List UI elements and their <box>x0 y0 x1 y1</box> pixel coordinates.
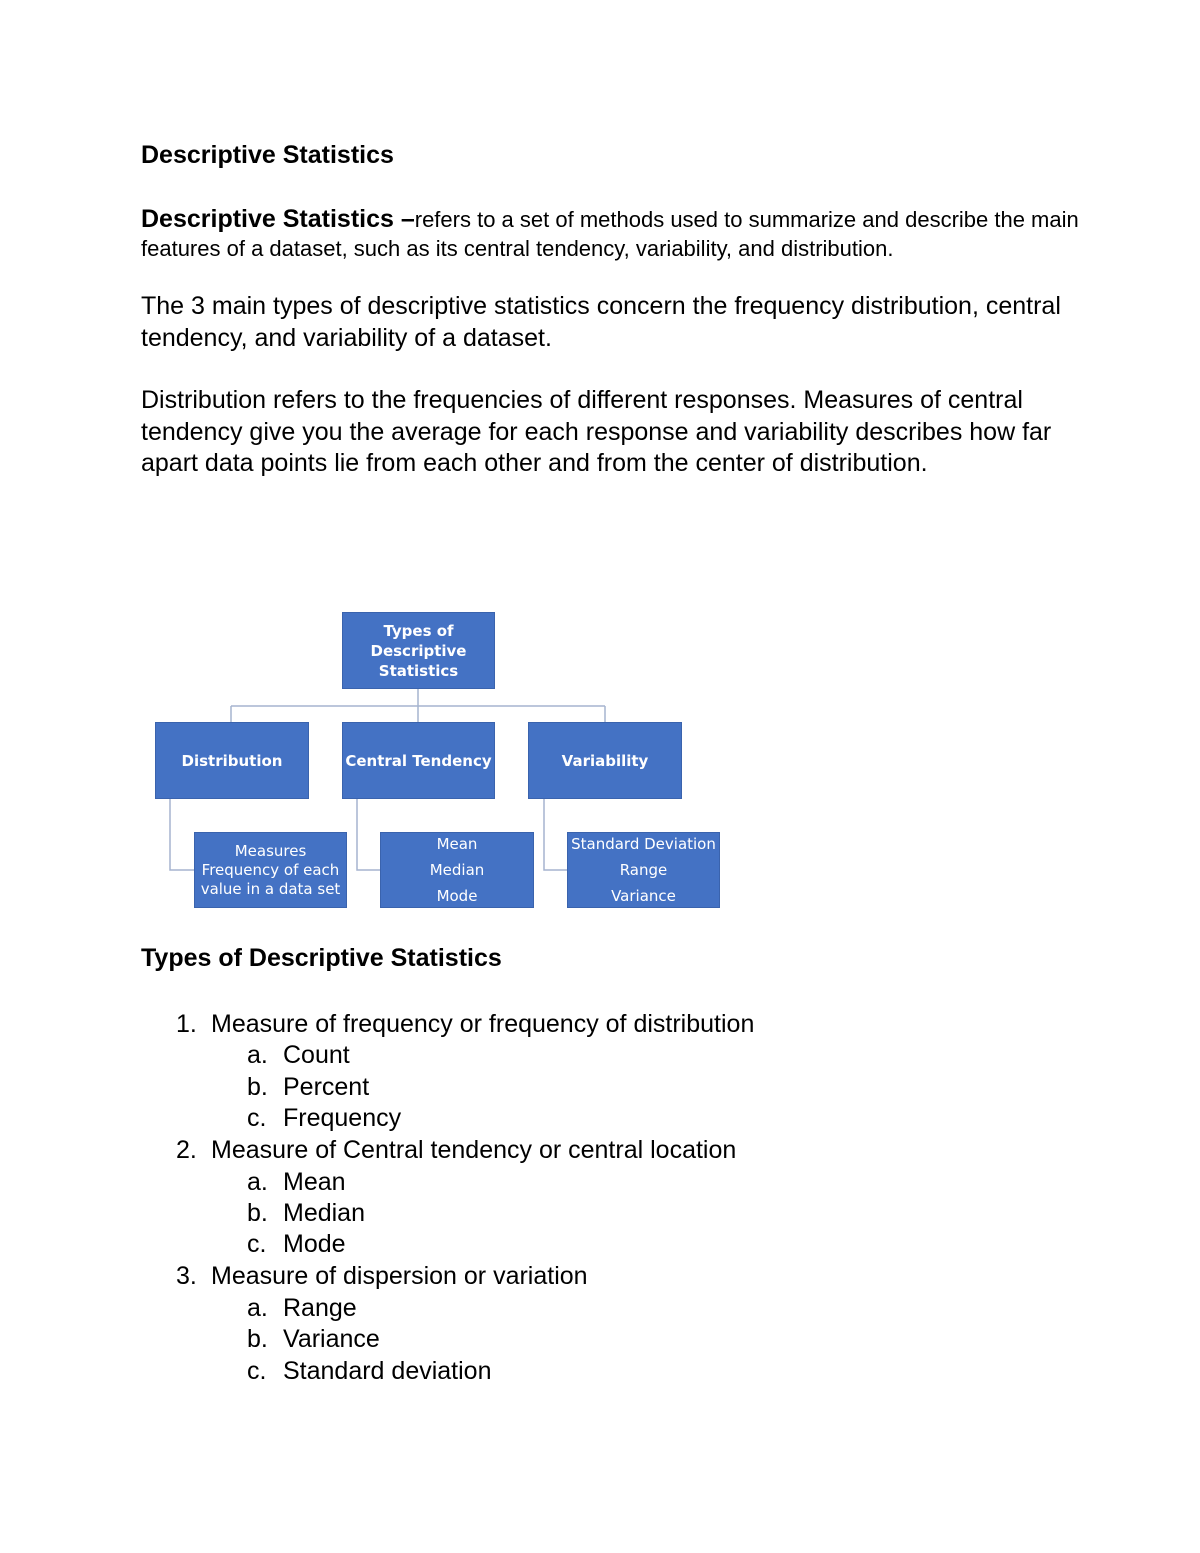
connector-central-leaf <box>357 799 380 870</box>
root-label: Types of Descriptive Statistics <box>370 621 467 680</box>
leaf-box-distribution <box>194 832 347 908</box>
list-item: Measure of Central tendency or central location <box>211 1136 737 1164</box>
distribution-paragraph: Distribution refers to the frequencies of different responses. Measures of central tendency give you the average for each response and variability describes how far apart data points lie from each other and from the center of distribution. <box>141 386 1052 477</box>
types-heading: Types of Descriptive Statistics <box>141 944 502 972</box>
list-sub-item: Count <box>283 1041 350 1069</box>
leaf-label-variability: Standard Deviation Range Variance <box>571 835 716 905</box>
list-number: 3. <box>176 1262 197 1290</box>
root-box <box>342 612 495 689</box>
list-sub-item: Percent <box>283 1073 370 1101</box>
list-sub-item: Range <box>283 1294 357 1322</box>
branch-box-central-tendency <box>342 722 495 799</box>
list-sub-letter: c. <box>247 1357 267 1385</box>
list-sub-item: Frequency <box>283 1104 402 1132</box>
list-sub-letter: a. <box>247 1041 268 1069</box>
list-sub-item: Variance <box>283 1325 380 1353</box>
leaf-box-variability <box>567 832 720 908</box>
branch-label-central-tendency: Central Tendency <box>345 751 492 770</box>
connector-distribution-leaf <box>170 799 194 870</box>
definition-text: refers to a set of methods used to summarize and describe the main features of a dataset, such as its central tendency, variability, and distribution. <box>141 207 1079 261</box>
list-number: 2. <box>176 1136 197 1164</box>
list-sub-letter: b. <box>247 1199 268 1227</box>
list-sub-letter: c. <box>247 1230 267 1258</box>
list-sub-letter: b. <box>247 1325 268 1353</box>
list-sub-letter: a. <box>247 1168 268 1196</box>
list-sub-letter: c. <box>247 1104 267 1132</box>
definition-term: Descriptive Statistics – <box>141 205 415 233</box>
branch-box-distribution <box>155 722 309 799</box>
list-item: Measure of dispersion or variation <box>211 1262 588 1290</box>
list-sub-item: Mode <box>283 1230 346 1258</box>
leaf-box-central-tendency <box>380 832 534 908</box>
list-sub-letter: a. <box>247 1294 268 1322</box>
list-sub-item: Standard deviation <box>283 1357 492 1385</box>
connector-variability-leaf <box>544 799 567 870</box>
branch-label-distribution: Distribution <box>181 751 283 770</box>
branch-label-variability: Variability <box>561 751 649 770</box>
branch-box-variability <box>528 722 682 799</box>
page-title: Descriptive Statistics <box>141 141 394 169</box>
types-paragraph: The 3 main types of descriptive statistics concern the frequency distribution, central tendency, and variability of a dataset. <box>141 292 1061 352</box>
list-item: Measure of frequency or frequency of distribution <box>211 1010 755 1038</box>
list-sub-letter: b. <box>247 1073 268 1101</box>
leaf-label-central-tendency: Mean Median Mode <box>429 835 485 905</box>
list-sub-item: Median <box>283 1199 365 1227</box>
leaf-label-distribution: Measures Frequency of each value in a data set <box>200 841 341 898</box>
list-number: 1. <box>176 1010 197 1038</box>
list-sub-item: Mean <box>283 1168 346 1196</box>
